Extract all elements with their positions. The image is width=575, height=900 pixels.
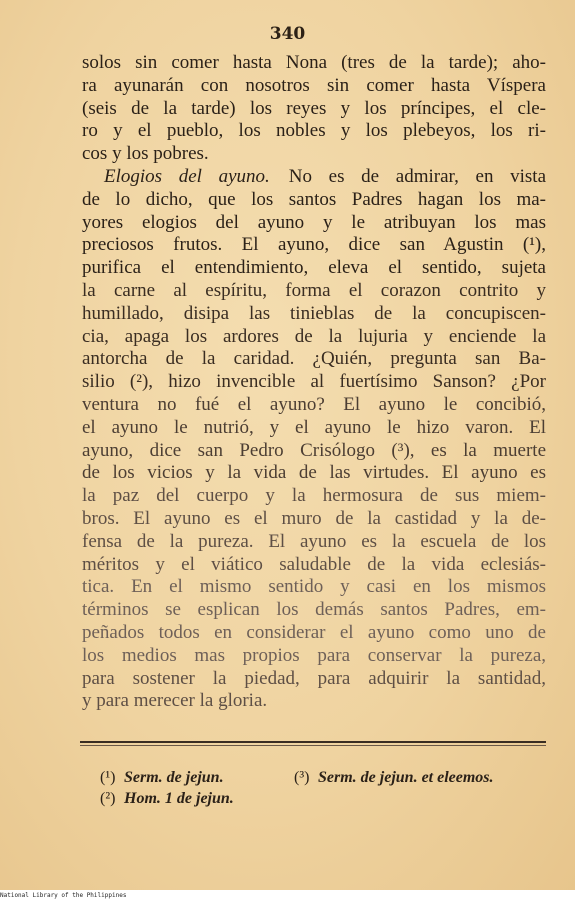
text-line: solos sin comer hasta Nona (tres de la tarde); aho- <box>82 52 546 73</box>
text-line: yores elogios del ayuno y le atribuyan los mas <box>82 211 546 233</box>
text-line: ro y el pueblo, los nobles y los plebeyos, los ri- <box>82 120 546 142</box>
text-line-rest: No es de admirar, en vista <box>288 165 547 187</box>
footnote-mark: (¹) <box>100 769 116 786</box>
footnote-mark: (²) <box>100 790 116 807</box>
text-line-heading <box>82 166 546 189</box>
text-line: fensa de la pureza. El ayuno es la escuela de los <box>82 530 546 552</box>
text-line: de lo dicho, que los santos Padres hagan los ma- <box>82 188 546 210</box>
text-line: la paz del cuerpo y la hermosura de sus miem- <box>82 485 546 507</box>
text-line: antorcha de la caridad. ¿Quién, pregunta san Ba- <box>82 348 546 370</box>
text-line: y para merecer la gloria. <box>82 690 268 712</box>
footnote-rule-thin <box>80 745 546 746</box>
text-line: de los vicios y la vida de las virtudes. El ayuno es <box>82 462 546 484</box>
text-line: el ayuno le nutrió, y el ayuno le hizo varon. El <box>82 416 546 438</box>
text-line: cos y los pobres. <box>82 143 209 165</box>
page-number: 340 <box>269 24 306 44</box>
footnotes <box>100 768 550 810</box>
text-line: la carne al espíritu, forma el corazon contrito y <box>82 279 546 301</box>
body-text <box>82 52 546 713</box>
footnote-mark: (³) <box>294 769 310 786</box>
text-line: tica. En el mismo sentido y casi en los mismos <box>82 576 546 598</box>
text-line: silio (²), hizo invencible al fuertísimo Sanson? ¿Por <box>82 371 546 393</box>
footnote-text: Serm. de jejun. <box>124 769 224 786</box>
text-line: ra ayunarán con nosotros sin comer hasta Víspera <box>82 74 546 96</box>
text-line: méritos y el viático saludable de la vida eclesiás- <box>82 553 546 575</box>
text-line: peñados todos en considerar el ayuno como uno de <box>82 621 546 643</box>
text-line: preciosos frutos. El ayuno, dice san Agustin (¹), <box>82 234 546 256</box>
text-line: ventura no fué el ayuno? El ayuno le concibió, <box>82 393 546 415</box>
text-line: cia, apaga los ardores de la lujuria y enciende la <box>82 325 546 347</box>
text-line: humillado, disipa las tinieblas de la concupiscen- <box>82 302 546 324</box>
text-line: los medios mas propios para conservar la pureza, <box>82 644 546 666</box>
footnote-row <box>100 789 550 810</box>
text-line: ayuno, dice san Pedro Crisólogo (³), es la muerte <box>82 439 546 461</box>
text-line: bros. El ayuno es el muro de la castidad y la de- <box>82 507 546 529</box>
footnote-text: Hom. 1 de jejun. <box>124 790 234 807</box>
text-line: (seis de la tarde) los reyes y los príncipes, el cle- <box>82 97 546 119</box>
text-line: términos se esplican los demás santos Padres, em- <box>82 599 546 621</box>
section-heading: Elogios del ayuno. <box>104 165 270 187</box>
text-line: para sostener la piedad, para adquirir la santidad, <box>82 667 546 689</box>
library-footer: National Library of the Philippines <box>0 892 127 899</box>
footnote-rule <box>80 741 546 743</box>
footnote-row <box>100 768 550 789</box>
text-line: purifica el entendimiento, eleva el sentido, sujeta <box>82 257 546 279</box>
footnote-text: Serm. de jejun. et eleemos. <box>318 769 494 786</box>
